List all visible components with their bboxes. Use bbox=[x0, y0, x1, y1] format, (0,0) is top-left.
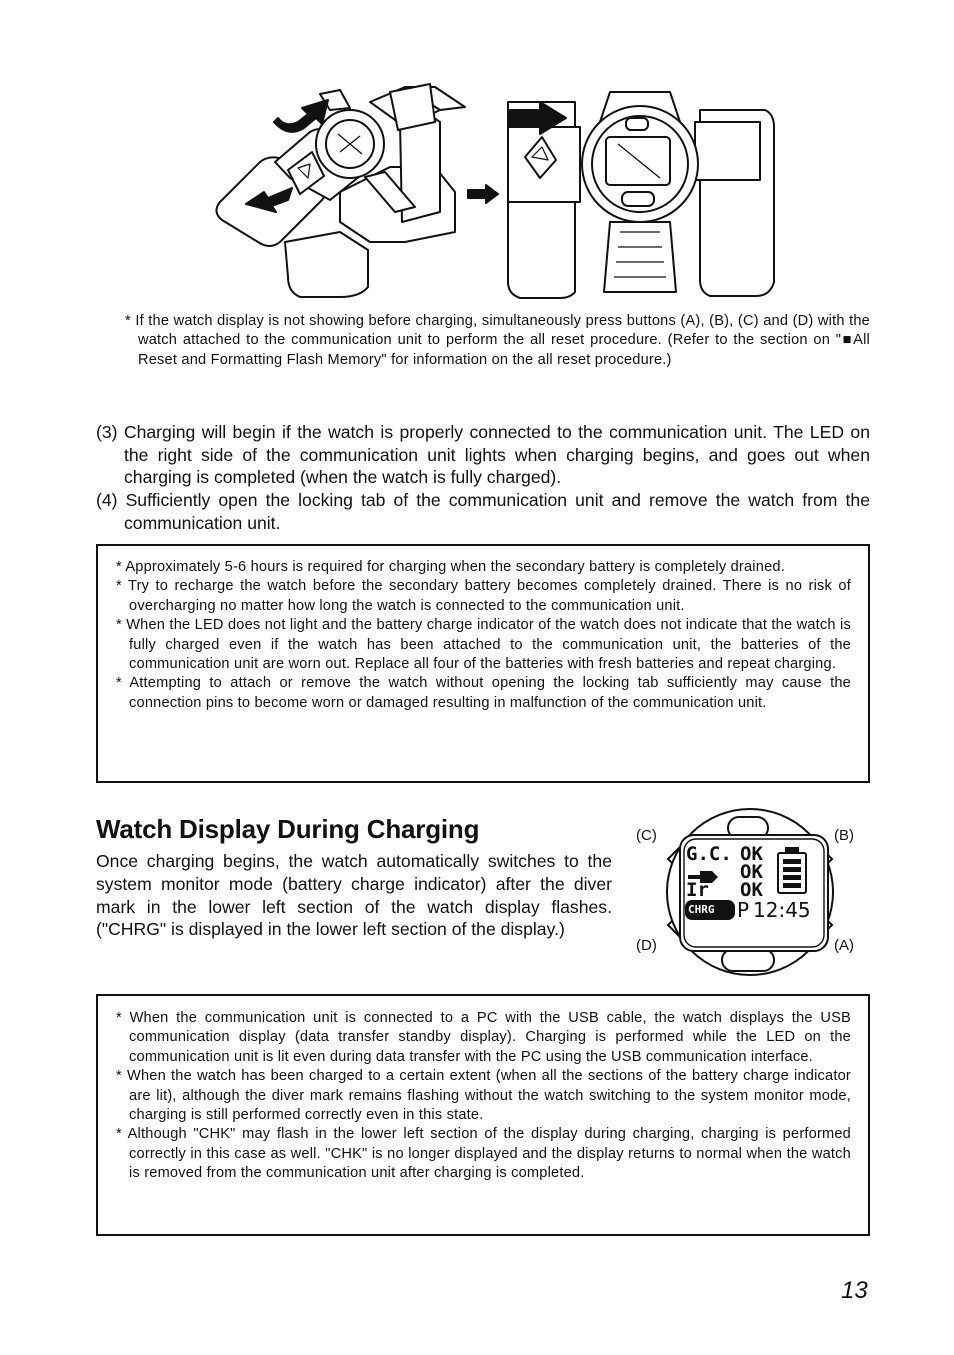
note-item: * When the watch has been charged to a certain extent (when all the sections of the battery charge indicator are lit), although the diver mark remains flashing without the watch switching to the system monitor mode, charging is still performed correctly even in this state. bbox=[116, 1068, 851, 1124]
step-4: (4) Sufficiently open the locking tab of the communication unit and remove the watch from the communication unit. bbox=[96, 490, 870, 533]
note-item: * Try to recharge the watch before the secondary battery becomes completely drained. There is no risk of overcharging no matter how long the watch is connected to the communication unit. bbox=[116, 578, 851, 614]
button-label-a: (A) bbox=[834, 937, 854, 954]
illustration-note-text: * If the watch display is not showing before charging, simultaneously press buttons (A), (B), (C) and (D) with the watch attached to the communication unit to perform the all reset procedure. (Refer to the section on "■All Reset and Formatting Flash Memory" for information on the all reset procedure.) bbox=[125, 313, 870, 368]
notes-box-charging bbox=[96, 544, 870, 783]
note-item: * Although "CHK" may flash in the lower left section of the display during charging, charging is performed correctly in this case as well. "CHK" is no longer displayed and the display returns to normal when the watch is removed from the communication unit after charging is completed. bbox=[116, 1126, 851, 1182]
lcd-time-prefix: P bbox=[737, 898, 750, 922]
note-item: * Attempting to attach or remove the watch without opening the locking tab sufficiently may cause the connection pins to become worn or damaged resulting in malfunction of the communication unit. bbox=[116, 675, 851, 711]
lcd-time: 12:45 bbox=[753, 898, 811, 922]
section-body bbox=[96, 850, 612, 941]
note-item: * Approximately 5-6 hours is required for charging when the secondary battery is completely drained. bbox=[116, 559, 785, 575]
lcd-row2-status: OK bbox=[740, 861, 763, 883]
lcd-row3-status: OK bbox=[740, 879, 763, 901]
lcd-row1-label: G.C. bbox=[686, 843, 732, 865]
button-label-c: (C) bbox=[636, 827, 657, 844]
steps-list bbox=[96, 421, 870, 535]
illustration-note bbox=[125, 312, 870, 370]
button-label-b: (B) bbox=[834, 827, 854, 844]
lcd-chrg-label: CHRG bbox=[688, 903, 715, 916]
notes-box-usb bbox=[96, 994, 870, 1236]
section-title: Watch Display During Charging bbox=[96, 814, 480, 844]
page-number: 13 bbox=[841, 1277, 868, 1304]
section-body-text: Once charging begins, the watch automatically switches to the system monitor mode (battery charge indicator) after the diver mark in the lower left section of the watch display flashes. ("CHRG" is displayed in the lower left section of the display.) bbox=[96, 851, 612, 940]
lcd-row3-label: Ir bbox=[686, 879, 709, 901]
button-label-d: (D) bbox=[636, 937, 657, 954]
note-item: * When the LED does not light and the battery charge indicator of the watch does not indicate that the watch is fully charged even if the watch has been attached to the communication unit, the batteries of the communication unit are worn out. Replace all four of the batteries with fresh batteries and repeat charging. bbox=[116, 617, 851, 673]
lcd-row1-status: OK bbox=[740, 843, 763, 865]
step-3: (3) Charging will begin if the watch is properly connected to the communication unit. The LED on the right side of the communication unit lights when charging begins, and goes out when charging is completed (when the watch is fully charged). bbox=[96, 422, 870, 488]
charging-illustration bbox=[190, 82, 790, 304]
note-item: * When the communication unit is connected to a PC with the USB cable, the watch displays the USB communication display (data transfer standby display). Charging is performed while the LED on the communication unit is lit even during data transfer with the PC using the USB communication interface. bbox=[116, 1010, 851, 1065]
